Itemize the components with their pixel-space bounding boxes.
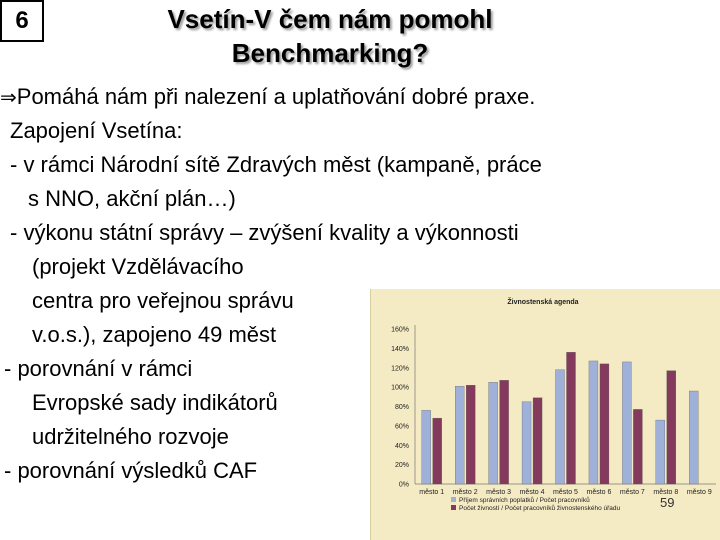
legend-swatch xyxy=(451,505,456,510)
chart-bar xyxy=(500,380,509,484)
chart-bar xyxy=(522,402,531,484)
text-line-content: Pomáhá nám při nalezení a uplatňování dobré praxe. xyxy=(16,84,536,109)
chart-bar xyxy=(433,418,442,484)
text-line-content: Evropské sady indikátorů xyxy=(32,390,278,415)
chart-bar xyxy=(622,362,631,484)
text-line-content: centra pro veřejnou správu xyxy=(32,288,294,313)
y-tick-label: 100% xyxy=(391,384,409,392)
chart-bar xyxy=(600,364,609,484)
text-line xyxy=(0,148,710,182)
x-tick-label: město 8 xyxy=(653,489,679,496)
title-line-1: Vsetín-V čem nám pomohl xyxy=(167,4,493,34)
y-tick-label: 40% xyxy=(394,442,409,450)
y-tick-label: 80% xyxy=(394,404,409,411)
x-tick-label: město 1 xyxy=(419,489,445,496)
legend-swatch xyxy=(451,497,456,502)
x-tick-label: město 6 xyxy=(586,489,612,496)
page-number: 59 xyxy=(660,495,675,510)
text-line-content: - porovnání v rámci xyxy=(4,356,193,381)
y-tick-label: 140% xyxy=(391,345,409,353)
y-tick-label: 20% xyxy=(394,462,409,470)
slide-title xyxy=(100,2,560,70)
x-tick-label: město 7 xyxy=(619,489,645,496)
chart-bar xyxy=(466,385,475,484)
text-line-content: udržitelného rozvoje xyxy=(32,424,229,449)
chart-bar xyxy=(533,398,542,484)
text-line-content: Zapojení Vsetína: xyxy=(10,118,183,143)
chart-bar xyxy=(589,361,598,484)
chart-bar xyxy=(667,371,676,484)
chart-bar xyxy=(489,382,498,484)
y-tick-label: 120% xyxy=(391,365,409,373)
y-tick-label: 60% xyxy=(394,423,409,431)
text-line xyxy=(0,114,710,148)
chart-bar xyxy=(633,409,642,484)
text-line xyxy=(0,80,710,114)
text-line-content: s NNO, akční plán…) xyxy=(28,186,236,211)
text-line-content: - v rámci Národní sítě Zdravých měst (kampaně, práce xyxy=(10,152,542,177)
slide-number: 6 xyxy=(0,0,44,42)
x-tick-label: město 4 xyxy=(519,489,545,496)
chart-bar xyxy=(422,410,431,484)
text-line xyxy=(0,216,710,250)
x-tick-label: město 3 xyxy=(486,489,512,496)
y-tick-label: 0% xyxy=(398,481,409,489)
text-line xyxy=(0,182,710,216)
x-tick-label: město 9 xyxy=(686,489,712,496)
y-tick-label: 160% xyxy=(391,326,409,334)
x-tick-label: město 5 xyxy=(553,489,578,496)
chart-title: Živnostenská agenda xyxy=(507,299,579,306)
chart-bar xyxy=(689,391,698,484)
text-line-content: - výkonu státní správy – zvýšení kvality a výkonnosti xyxy=(10,220,519,245)
text-line-content: v.o.s.), zapojeno 49 měst xyxy=(32,322,277,347)
arrow-bullet-icon: ⇒ xyxy=(0,85,17,109)
chart-bar xyxy=(656,420,665,484)
text-line-content: - porovnání výsledků CAF xyxy=(4,458,258,483)
chart-bar xyxy=(455,386,464,484)
chart-bar xyxy=(567,352,576,484)
text-line-content: (projekt Vzdělávacího xyxy=(32,254,244,279)
text-line xyxy=(0,250,710,284)
chart-bar xyxy=(556,370,565,484)
x-tick-label: město 2 xyxy=(452,489,478,496)
legend-label: Příjem správních poplatků / Počet pracovníků xyxy=(459,497,590,504)
title-line-2: Benchmarking? xyxy=(231,38,429,68)
legend-label: Počet živností / Počet pracovníků živnostenského úřadu xyxy=(459,505,621,512)
